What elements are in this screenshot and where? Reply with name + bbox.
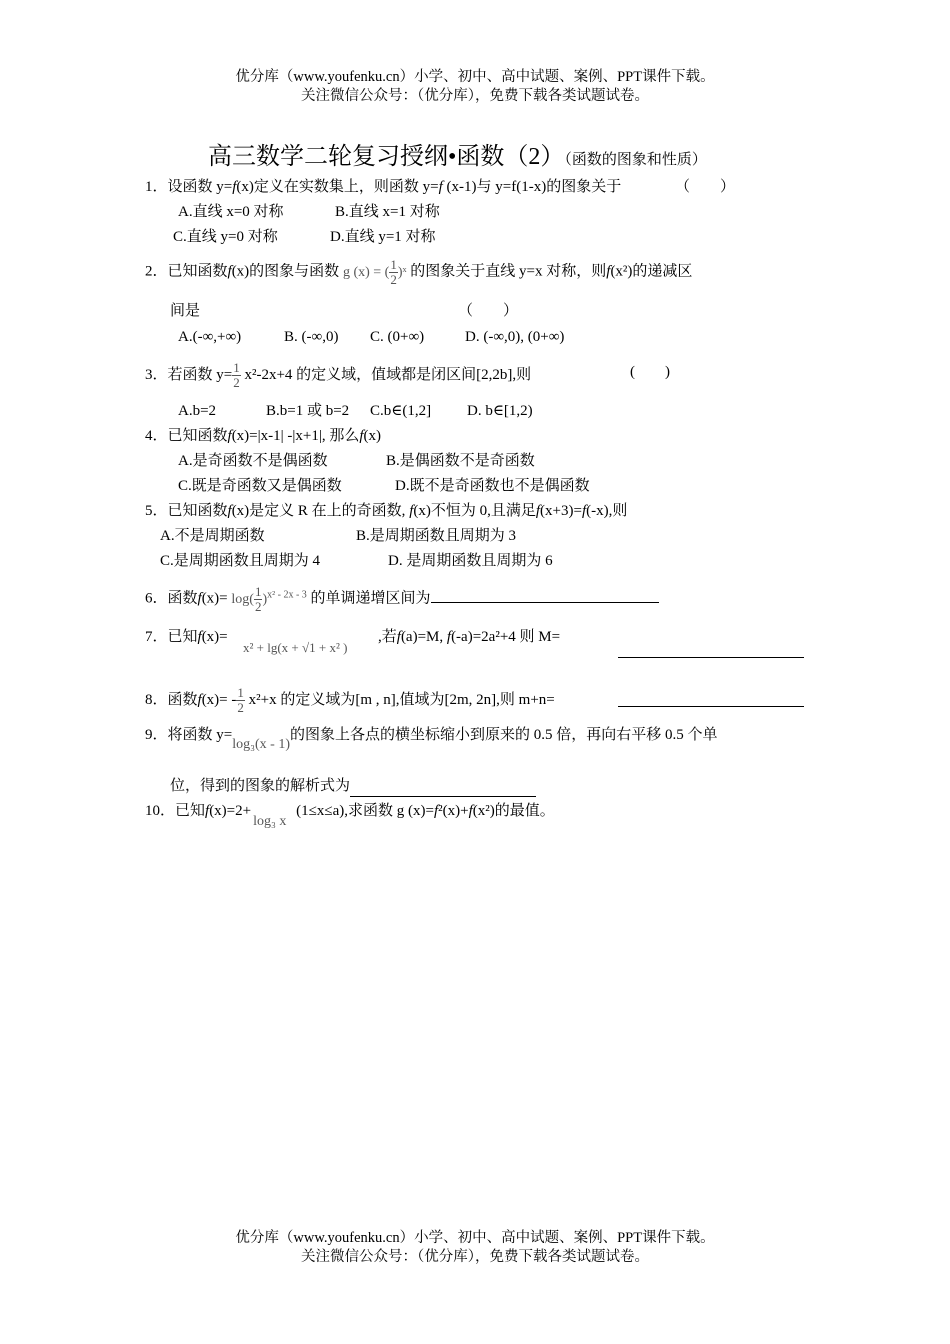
frac-den: 2 bbox=[233, 375, 240, 390]
q3-option-a: A.b=2 bbox=[178, 403, 217, 419]
question-1 bbox=[145, 177, 621, 197]
q5-text-c: (x)不恒为 0,且满足 bbox=[413, 503, 536, 519]
f-symbol: f bbox=[227, 263, 232, 280]
q1-option-d: D.直线 y=1 对称 bbox=[330, 229, 436, 245]
q2-g-exp: )ˣ bbox=[397, 264, 407, 280]
q3-option-c: C.b∈(1,2] bbox=[370, 403, 432, 419]
q10-text-c: (1≤x≤a),求函数 g (x)= bbox=[292, 803, 434, 819]
q2-answer-bracket: （ ） bbox=[458, 303, 519, 319]
f-symbol: f bbox=[409, 503, 414, 519]
q10-text-e: (x²)的最值。 bbox=[472, 803, 555, 819]
f-symbol: f bbox=[197, 590, 202, 607]
q2-text-a: 2．已知函数 bbox=[145, 263, 228, 280]
q6-text-c: 的单调递增区间为 bbox=[306, 590, 431, 607]
q7-text-e: (-a)=2a²+4 则 M= bbox=[451, 629, 561, 645]
q6-log-a: log( bbox=[231, 591, 254, 607]
f-symbol: f bbox=[227, 503, 232, 519]
q1-text-c: (x-1)与 y=f(1-x)的图象关于 bbox=[442, 179, 622, 195]
q9-expression: log₃(x - 1) bbox=[232, 737, 290, 752]
q8-answer-blank[interactable] bbox=[618, 706, 804, 707]
q1-answer-bracket: （ ） bbox=[675, 179, 736, 195]
q2-fraction bbox=[389, 258, 398, 287]
q2-option-c: C. (0+∞) bbox=[370, 329, 425, 345]
q5-text-e: (-x),则 bbox=[586, 503, 628, 519]
q4-option-b: B.是偶函数不是奇函数 bbox=[386, 453, 535, 469]
q3-option-d: D. b∈[1,2) bbox=[467, 403, 533, 419]
q7-text-d: (a)=M, bbox=[400, 629, 447, 645]
f-symbol: f bbox=[232, 179, 237, 195]
q3-fraction bbox=[232, 361, 241, 390]
f-symbol: f bbox=[535, 503, 541, 519]
q6-log-exp: x² - 2x - 3 bbox=[267, 589, 307, 601]
q5-option-a: A.不是周期函数 bbox=[160, 528, 265, 544]
q5-option-c: C.是周期函数且周期为 4 bbox=[160, 553, 321, 569]
q1-option-b: B.直线 x=1 对称 bbox=[335, 204, 440, 220]
q4-option-d: D.既不是奇函数也不是偶函数 bbox=[395, 478, 590, 494]
q6-log-expression bbox=[231, 584, 307, 614]
q7-text-b: (x)= bbox=[201, 629, 228, 645]
q1-option-a: A.直线 x=0 对称 bbox=[178, 204, 284, 220]
q4-option-c: C.既是奇函数又是偶函数 bbox=[178, 478, 342, 494]
q5-text-b: (x)是定义 R 在上的奇函数, bbox=[231, 503, 410, 519]
q1-text-b: (x)定义在实数集上，则函数 y= bbox=[236, 179, 439, 195]
q4-text-b: (x)=|x-1| -|x+1|, 那么 bbox=[231, 428, 360, 444]
q5-text-a: 5．已知函数 bbox=[145, 503, 228, 519]
frac-num: 1 bbox=[254, 584, 262, 599]
q3-text-a: 3．若函数 y= bbox=[145, 366, 233, 383]
q9-text-b: 的图象上各点的横坐标缩小到原来的 0.5 倍，再向右平移 0.5 个单 bbox=[289, 727, 718, 743]
q5-option-b: B.是周期函数且周期为 3 bbox=[356, 528, 517, 544]
q8-fraction bbox=[236, 686, 245, 715]
q7-text-a: 7．已知 bbox=[145, 629, 198, 645]
q7-text-c: ,若 bbox=[378, 629, 397, 645]
q2-option-d: D. (-∞,0), (0+∞) bbox=[465, 329, 565, 345]
q5-option-d: D. 是周期函数且周期为 6 bbox=[388, 553, 553, 569]
q9-text-a: 9．将函数 y= bbox=[145, 727, 233, 743]
q2-continuation: 间是 bbox=[170, 303, 201, 319]
q1-text-a: 1．设函数 y= bbox=[145, 179, 233, 195]
header-line-2: 关注微信公众号：（优分库），免费下载各类试题试卷。 bbox=[301, 88, 649, 104]
f-symbol: f bbox=[581, 503, 587, 519]
page-title bbox=[208, 136, 707, 171]
frac-den: 2 bbox=[390, 272, 397, 287]
q8-text-b: (x)= - bbox=[201, 691, 237, 708]
q7-answer-blank[interactable] bbox=[618, 657, 804, 658]
question-10 bbox=[145, 801, 555, 829]
frac-den: 2 bbox=[254, 599, 262, 614]
question-8 bbox=[145, 686, 555, 715]
frac-den: 2 bbox=[237, 700, 244, 715]
question-3 bbox=[145, 361, 531, 390]
q2-g-expression bbox=[342, 257, 407, 287]
q9-continuation bbox=[170, 776, 536, 797]
frac-num: 1 bbox=[390, 257, 397, 272]
q8-text-c: x²+x 的定义域为[m , n],值域为[2m, 2n],则 m+n= bbox=[244, 691, 555, 708]
q6-answer-blank[interactable] bbox=[431, 602, 659, 603]
q6-log-b: ) bbox=[262, 591, 268, 607]
q10-text-d: ²(x)+ bbox=[438, 803, 469, 819]
f-symbol: f bbox=[446, 629, 452, 645]
header-line-1: 优分库（www.youfenku.cn）小学、初中、高中试题、案例、PPT课件下载。 bbox=[235, 69, 715, 85]
f-symbol: f bbox=[197, 691, 202, 708]
question-9 bbox=[145, 725, 718, 752]
q9-answer-blank[interactable] bbox=[350, 776, 536, 797]
question-6 bbox=[145, 585, 659, 614]
question-4 bbox=[145, 426, 381, 446]
q7-expression: x² + lg(x + √1 + x² ) bbox=[243, 640, 348, 655]
q2-g-expr: g (x) = ( bbox=[342, 264, 390, 280]
q2-option-a: A.(-∞,+∞) bbox=[178, 329, 242, 345]
q10-expression: log₃ x bbox=[253, 814, 287, 829]
q4-text-a: 4．已知函数 bbox=[145, 428, 228, 444]
q5-text-d: (x+3)= bbox=[540, 503, 582, 519]
q4-text-c: (x) bbox=[363, 428, 382, 444]
frac-num: 1 bbox=[233, 360, 240, 375]
question-7 bbox=[145, 627, 228, 647]
f-symbol: f bbox=[606, 263, 611, 280]
f-symbol: f bbox=[468, 803, 473, 819]
q8-text-a: 8．函数 bbox=[145, 691, 198, 708]
q3-answer-bracket: ( ) bbox=[630, 364, 670, 380]
footer-line-1: 优分库（www.youfenku.cn）小学、初中、高中试题、案例、PPT课件下载。 bbox=[235, 1230, 715, 1246]
f-symbol: f bbox=[396, 629, 401, 645]
q2-text-b: (x)的图象与函数 bbox=[231, 263, 340, 280]
q3-option-b: B.b=1 或 b=2 bbox=[266, 403, 350, 419]
q10-text-b: (x)=2+ bbox=[209, 803, 252, 819]
q9-cont-text: 位，得到的图象的解析式为 bbox=[170, 778, 351, 794]
q6-text-b: (x)= bbox=[201, 590, 228, 607]
q10-text-a: 10．已知 bbox=[145, 803, 206, 819]
q1-option-c: C.直线 y=0 对称 bbox=[173, 229, 278, 245]
f-symbol: f bbox=[438, 179, 443, 195]
q7-tail bbox=[378, 627, 560, 647]
title-sub: （函数的图象和性质） bbox=[564, 152, 707, 168]
q2-text-c: 的图象关于直线 y=x 对称，则 bbox=[410, 263, 607, 280]
f-symbol: f bbox=[433, 803, 439, 819]
footer-line-2: 关注微信公众号：（优分库），免费下载各类试题试卷。 bbox=[301, 1249, 649, 1265]
title-main: 高三数学二轮复习授纲•函数（2） bbox=[208, 144, 565, 170]
q4-option-a: A.是奇函数不是偶函数 bbox=[178, 453, 328, 469]
f-symbol: f bbox=[227, 428, 232, 444]
frac-num: 1 bbox=[237, 685, 244, 700]
question-2 bbox=[145, 258, 692, 287]
question-5 bbox=[145, 501, 627, 521]
q2-text-d: (x²)的递减区 bbox=[610, 263, 693, 280]
q2-option-b: B. (-∞,0) bbox=[284, 329, 339, 345]
q6-text-a: 6．函数 bbox=[145, 590, 198, 607]
f-symbol: f bbox=[197, 629, 202, 645]
f-symbol: f bbox=[205, 803, 210, 819]
f-symbol: f bbox=[359, 428, 364, 444]
q3-text-b: x²-2x+4 的定义域，值域都是闭区间[2,2b],则 bbox=[240, 366, 532, 383]
